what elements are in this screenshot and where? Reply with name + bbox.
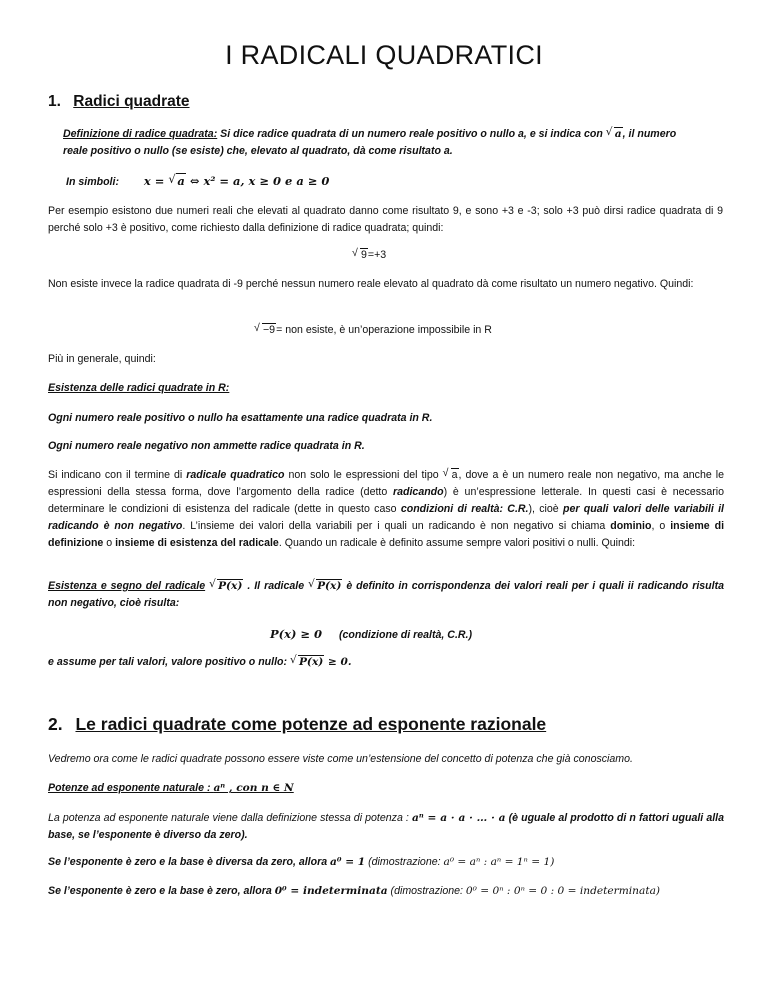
definition-label: Definizione di radice quadrata: xyxy=(63,128,218,140)
cr-formula: P(x) ≥ 0 xyxy=(270,627,323,641)
existence-negative: Ogni numero reale negativo non ammette radice quadrata in R. xyxy=(48,440,365,452)
cr-formula-line xyxy=(270,626,472,644)
negative-paragraph: Non esiste invece la radice quadrata di -9 perché nessun numero reale elevato al quadrato dà come risultato un numero negativo. Quindi: xyxy=(48,278,694,290)
symbols-label: In simboli: xyxy=(66,176,119,188)
radical-paragraph: Si indicano con il termine di radicale quadratico non solo le espressioni del tipo √ a, dove a è un numero reale non negativo, ma anche le espressioni della stessa forma, dove l’argomento della radice (detto radicando) è un’espressione letterale. In questi casi è necessario determinare le condizioni di esistenza del radicale (dette in questo caso condizioni di realtà: C.R.), cioè per quali valori delle variabili il radicando è non negativo. L’insieme dei valori della variabili per i quali un radicando è non negativo si chiama dominio, o insieme di definizione o insieme di esistenza del radicale. Quando un radicale è definito assume sempre valori positivi o nulli. Quindi: xyxy=(48,467,724,552)
definition-text-a: Si dice radice quadrata di un numero reale positivo o nullo a, e si indica con xyxy=(217,128,606,140)
zero-exponent-rule-2: Se l’esponente è zero e la base è zero, allora 0⁰ = indeterminata (dimostrazione: 0⁰ = 0ⁿ : 0ⁿ = 0 : 0 = indeterminata) xyxy=(48,885,661,897)
section-2-heading xyxy=(48,714,546,735)
existence-heading: Esistenza delle radici quadrate in R: xyxy=(48,382,230,394)
symbols-formula: x = √ a ⇔ x² = a, x ≥ 0 e a ≥ 0 xyxy=(144,174,330,188)
definition-text-b: , il numero xyxy=(622,128,677,140)
symbols-line xyxy=(66,173,666,191)
general-text: Più in generale, quindi: xyxy=(48,353,156,365)
section-1-number: 1. xyxy=(48,93,61,110)
zero-exponent-rule-1: Se l’esponente è zero e la base è diversa da zero, allora a⁰ = 1 (dimostrazione: a⁰ = aⁿ : aⁿ = 1ⁿ = 1) xyxy=(48,856,555,868)
existence-positive: Ogni numero reale positivo o nullo ha esattamente una radice quadrata in R. xyxy=(48,412,433,424)
section-1-title: Radici quadrate xyxy=(73,93,190,110)
cr-note: (condizione di realtà, C.R.) xyxy=(338,629,473,641)
equation-sqrt-minus-9: √ −9= non esiste, è un’operazione impossibile in R xyxy=(254,322,492,339)
equation-sqrt-9: √ 9=+3 xyxy=(352,247,386,264)
page-title: I RADICALI QUADRATICI xyxy=(225,40,543,70)
definition-block xyxy=(63,126,721,160)
natural-exponent-paragraph: La potenza ad esponente naturale viene dalla definizione stessa di potenza : aⁿ = a · a · … · a (è uguale al prodotto di n fattori uguali alla base, se l’esponente è diverso da zero). xyxy=(48,812,724,841)
section-2-number: 2. xyxy=(48,714,63,734)
section-2-intro: Vedremo ora come le radici quadrate possono essere viste come un’estensione del concetto di potenza che già conosciamo. xyxy=(48,753,633,765)
natural-exponent-heading: Potenze ad esponente naturale : aⁿ , con n ∈ N xyxy=(48,782,294,794)
definition-text-c: reale positivo o nullo (se esiste) che, elevato al quadrato, dà come risultato a. xyxy=(63,145,453,157)
assume-line: e assume per tali valori, valore positivo o nullo: √ P(x) ≥ 0. xyxy=(48,654,352,671)
example-paragraph: Per esempio esistono due numeri reali che elevati al quadrato danno come risultato 9, e sono +3 e -3; solo +3 può dirsi radice quadrata di 9 perché solo +3 è positivo, come richiesto dalla definizione di radice quadrata; quindi: xyxy=(48,205,723,234)
sqrt-a-symbol: √ a xyxy=(606,126,623,143)
section-1-heading xyxy=(48,93,190,111)
sign-paragraph: Esistenza e segno del radicale √ P(x) . Il radicale √ P(x) è definito in corrispondenza dei valori reali per i quali ii radicando risulta non negativo, cioè risulta: xyxy=(48,578,724,612)
section-2-title: Le radici quadrate come potenze ad esponente razionale xyxy=(75,714,547,734)
